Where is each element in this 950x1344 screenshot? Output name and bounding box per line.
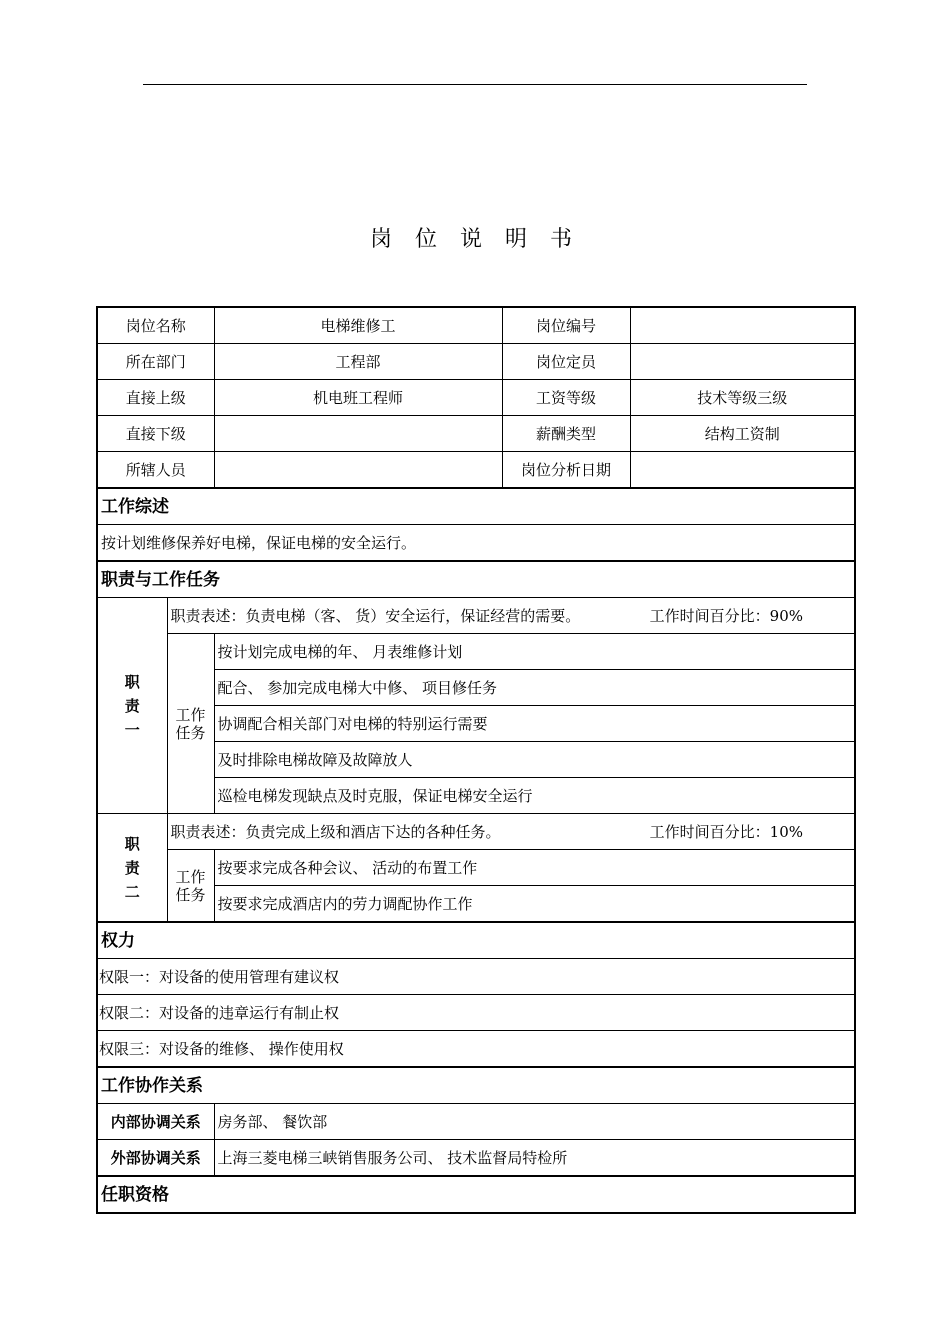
label-staff: 所辖人员 <box>97 452 214 489</box>
duty-1-task: 配合、 参加完成电梯大中修、 项目修任务 <box>214 670 855 706</box>
value-headcount <box>630 344 855 380</box>
summary-text: 按计划维修保养好电梯，保证电梯的安全运行。 <box>97 525 855 562</box>
duty-2-desc-text: 职责表述：负责完成上级和酒店下达的各种任务。 <box>170 822 501 841</box>
duty-1-task: 协调配合相关部门对电梯的特别运行需要 <box>214 706 855 742</box>
duty-2-task: 按要求完成酒店内的劳力调配协作工作 <box>214 886 855 923</box>
label-headcount: 岗位定员 <box>502 344 630 380</box>
value-subordinate <box>214 416 502 452</box>
duty-1-task: 按计划完成电梯的年、 月表维修计划 <box>214 634 855 670</box>
label-position-name: 岗位名称 <box>97 307 214 344</box>
duty-2-task: 按要求完成各种会议、 活动的布置工作 <box>214 850 855 886</box>
value-department: 工程部 <box>214 344 502 380</box>
duty-2-description <box>167 814 855 850</box>
value-staff <box>214 452 502 489</box>
duty-2-label: 职 责 二 <box>97 814 167 923</box>
value-pay-type: 结构工资制 <box>630 416 855 452</box>
label-position-code: 岗位编号 <box>502 307 630 344</box>
label-pay-type: 薪酬类型 <box>502 416 630 452</box>
duty-2-desc-row <box>97 814 855 850</box>
job-description-table <box>96 306 856 1214</box>
basic-row-5 <box>97 452 855 489</box>
header-rule <box>143 84 807 85</box>
duty-1-label: 职 责 一 <box>97 598 167 814</box>
internal-relations-label: 内部协调关系 <box>97 1104 214 1140</box>
external-relations-label: 外部协调关系 <box>97 1140 214 1177</box>
value-position-code <box>630 307 855 344</box>
section-qualification-heading: 任职资格 <box>97 1176 855 1213</box>
duty-1-task: 巡检电梯发现缺点及时克服，保证电梯安全运行 <box>214 778 855 814</box>
duty-1-task-label: 工作 任务 <box>167 634 214 814</box>
label-supervisor: 直接上级 <box>97 380 214 416</box>
label-analysis-date: 岗位分析日期 <box>502 452 630 489</box>
value-position-name: 电梯维修工 <box>214 307 502 344</box>
basic-row-4 <box>97 416 855 452</box>
authority-item: 权限一：对设备的使用管理有建议权 <box>97 959 855 995</box>
duty-1-task: 及时排除电梯故障及故障放人 <box>214 742 855 778</box>
duty-1-description <box>167 598 855 634</box>
basic-row-2 <box>97 344 855 380</box>
section-summary-heading: 工作综述 <box>97 488 855 525</box>
duty-2-time-pct: 工作时间百分比：10% <box>649 822 804 841</box>
section-authority-heading: 权力 <box>97 922 855 959</box>
external-relations-value: 上海三菱电梯三峡销售服务公司、 技术监督局特检所 <box>214 1140 855 1177</box>
label-subordinate: 直接下级 <box>97 416 214 452</box>
value-supervisor: 机电班工程师 <box>214 380 502 416</box>
internal-relations-value: 房务部、 餐饮部 <box>214 1104 855 1140</box>
section-relations-heading: 工作协作关系 <box>97 1067 855 1104</box>
page-title: 岗 位 说 明 书 <box>370 227 580 252</box>
label-salary-grade: 工资等级 <box>502 380 630 416</box>
basic-row-1 <box>97 307 855 344</box>
value-salary-grade: 技术等级三级 <box>630 380 855 416</box>
value-analysis-date <box>630 452 855 489</box>
label-department: 所在部门 <box>97 344 214 380</box>
duty-2-task-label: 工作 任务 <box>167 850 214 923</box>
duty-1-desc-row <box>97 598 855 634</box>
authority-item: 权限三：对设备的维修、 操作使用权 <box>97 1031 855 1068</box>
duty-1-desc-text: 职责表述：负责电梯（客、 货）安全运行，保证经营的需要。 <box>170 606 581 625</box>
duty-1-time-pct: 工作时间百分比：90% <box>649 606 804 625</box>
basic-row-3 <box>97 380 855 416</box>
section-duties-heading: 职责与工作任务 <box>97 561 855 598</box>
authority-item: 权限二：对设备的违章运行有制止权 <box>97 995 855 1031</box>
